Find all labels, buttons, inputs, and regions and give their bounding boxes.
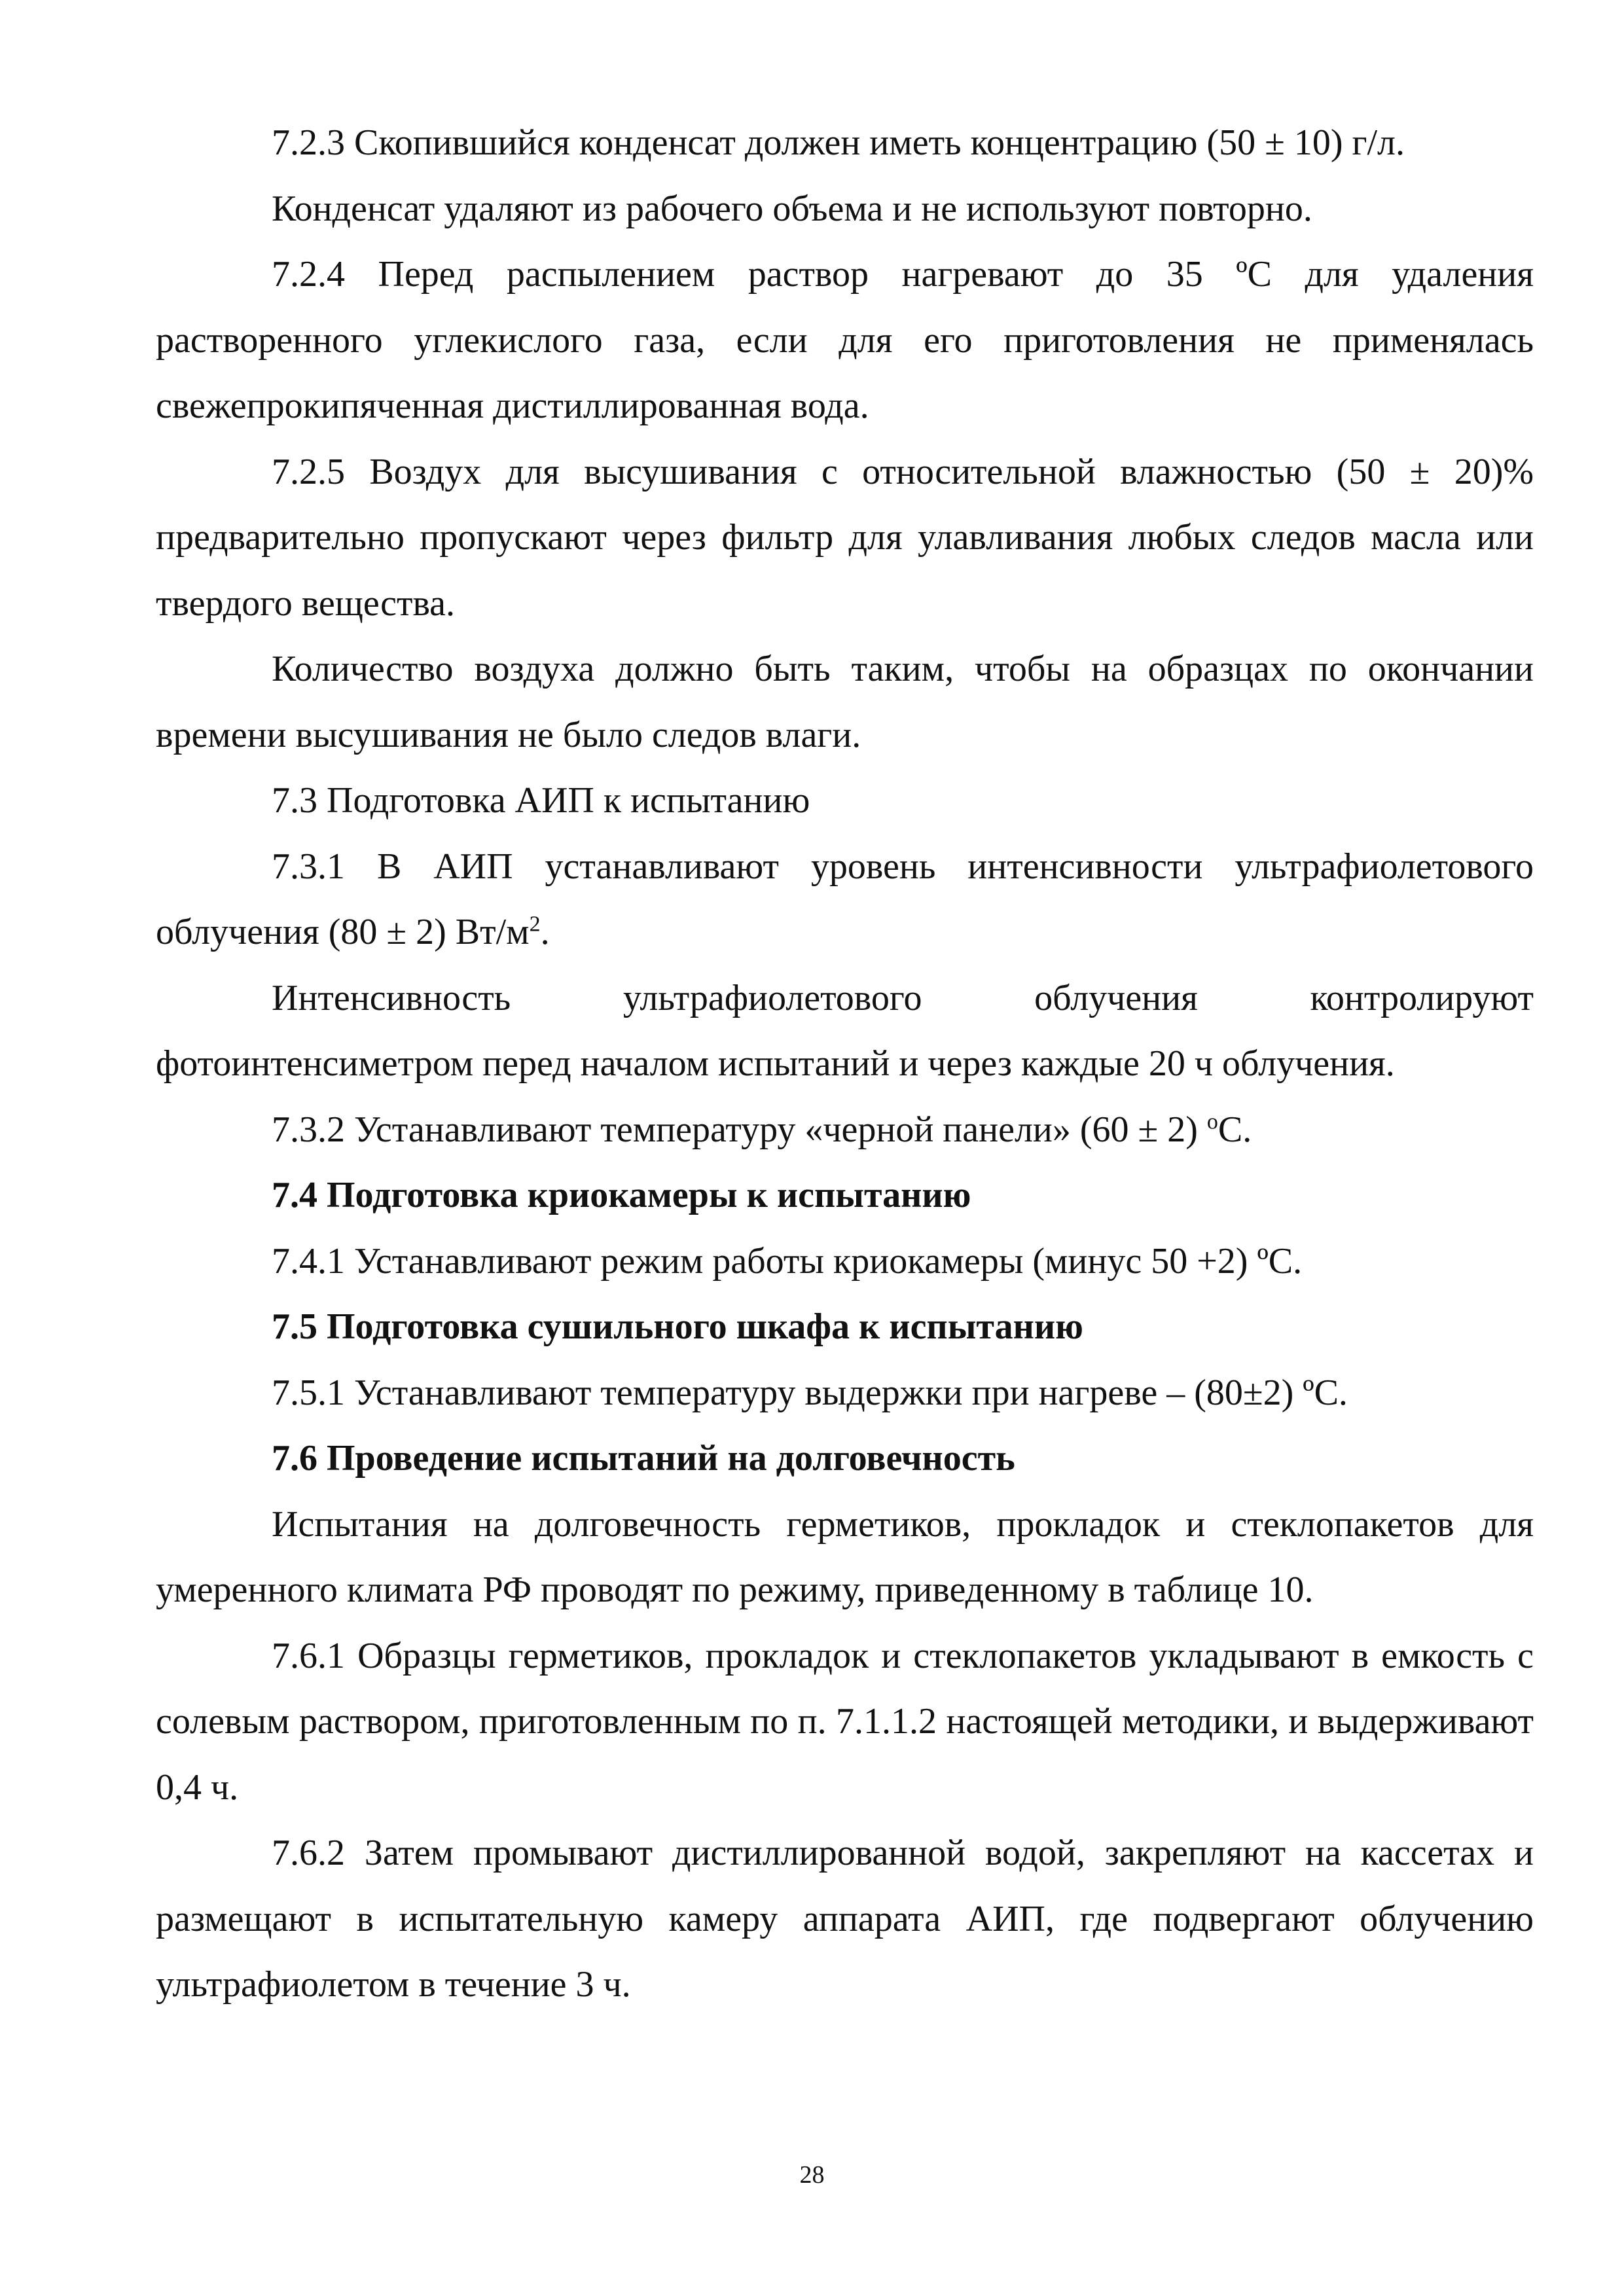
paragraph-7-6-1: 7.6.1 Образцы герметиков, прокладок и стеклопакетов укладывают в емкость с солевым раствором, приготовленным по п. 7.1.1.2 настоящей методики, и выдерживают 0,4 ч. bbox=[156, 1635, 1534, 1808]
page-number: 28 bbox=[799, 2161, 825, 2189]
paragraph-intensity-line-1: Интенсивность ультрафиолетового облучения контролируют bbox=[272, 977, 1534, 1018]
heading-7-4: 7.4 Подготовка криокамеры к испытанию bbox=[272, 1175, 971, 1215]
paragraph-7-2-5: 7.2.5 Воздух для высушивания с относительной влажностью (50 ± 20)% предварительно пропускают через фильтр для улавливания любых следов масла или твердого вещества. bbox=[156, 451, 1534, 624]
paragraph-7-3-2-end: С. bbox=[1218, 1109, 1252, 1150]
paragraph-durability: Испытания на долговечность герметиков, прокладок и стеклопакетов для умеренного климата РФ проводят по режиму, приведенному в таблице 10. bbox=[156, 1503, 1534, 1610]
heading-7-6: 7.6 Проведение испытаний на долговечность bbox=[272, 1438, 1015, 1479]
paragraph-condensate-removal: Конденсат удаляют из рабочего объема и не используют повторно. bbox=[272, 188, 1312, 229]
paragraph-7-6-2: 7.6.2 Затем промывают дистиллированной водой, закрепляют на кассетах и размещают в испытательную камеру аппарата АИП, где подвергают облучению ультрафиолетом в течение 3 ч. bbox=[156, 1833, 1534, 2005]
paragraph-7-2-4: 7.2.4 Перед распылением раствор нагревают до 35 ºС для удаления растворенного углекислого газа, если для его приготовления не применялась свежепрокипяченная дистиллированная вода. bbox=[156, 254, 1534, 426]
paragraph-7-2-3: 7.2.3 Скопившийся конденсат должен иметь концентрацию (50 ± 10) г/л. bbox=[272, 122, 1405, 163]
paragraph-7-5-1: 7.5.1 Устанавливают температуру выдержки при нагреве – (80±2) ºС. bbox=[272, 1372, 1348, 1413]
paragraph-7-3-1-superscript: 2 bbox=[529, 912, 541, 937]
heading-7-5: 7.5 Подготовка сушильного шкафа к испытанию bbox=[272, 1306, 1083, 1347]
paragraph-7-3-1-text: 7.3.1 В АИП устанавливают уровень интенсивности ультрафиолетового облучения (80 ± 2) Вт/м bbox=[156, 846, 1534, 952]
paragraph-7-4-1: 7.4.1 Устанавливают режим работы криокамеры (минус 50 +2) ºС. bbox=[272, 1240, 1303, 1282]
page-body bbox=[156, 110, 1534, 2018]
paragraph-7-3: 7.3 Подготовка АИП к испытанию bbox=[272, 780, 810, 821]
paragraph-air-amount: Количество воздуха должно быть таким, чтобы на образцах по окончании времени высушивания не было следов влаги. bbox=[156, 649, 1534, 755]
paragraph-7-3-1 bbox=[156, 834, 1534, 965]
paragraph-7-3-2-text: 7.3.2 Устанавливают температуру «черной панели» (60 ± 2) bbox=[272, 1109, 1207, 1150]
paragraph-7-3-2 bbox=[156, 1097, 1534, 1163]
paragraph-7-3-2-superscript: о bbox=[1206, 1109, 1218, 1134]
paragraph-intensity-line-2: фотоинтенсиметром перед началом испытаний и через каждые 20 ч облучения. bbox=[156, 1043, 1395, 1084]
paragraph-7-3-1-end: . bbox=[540, 912, 550, 952]
